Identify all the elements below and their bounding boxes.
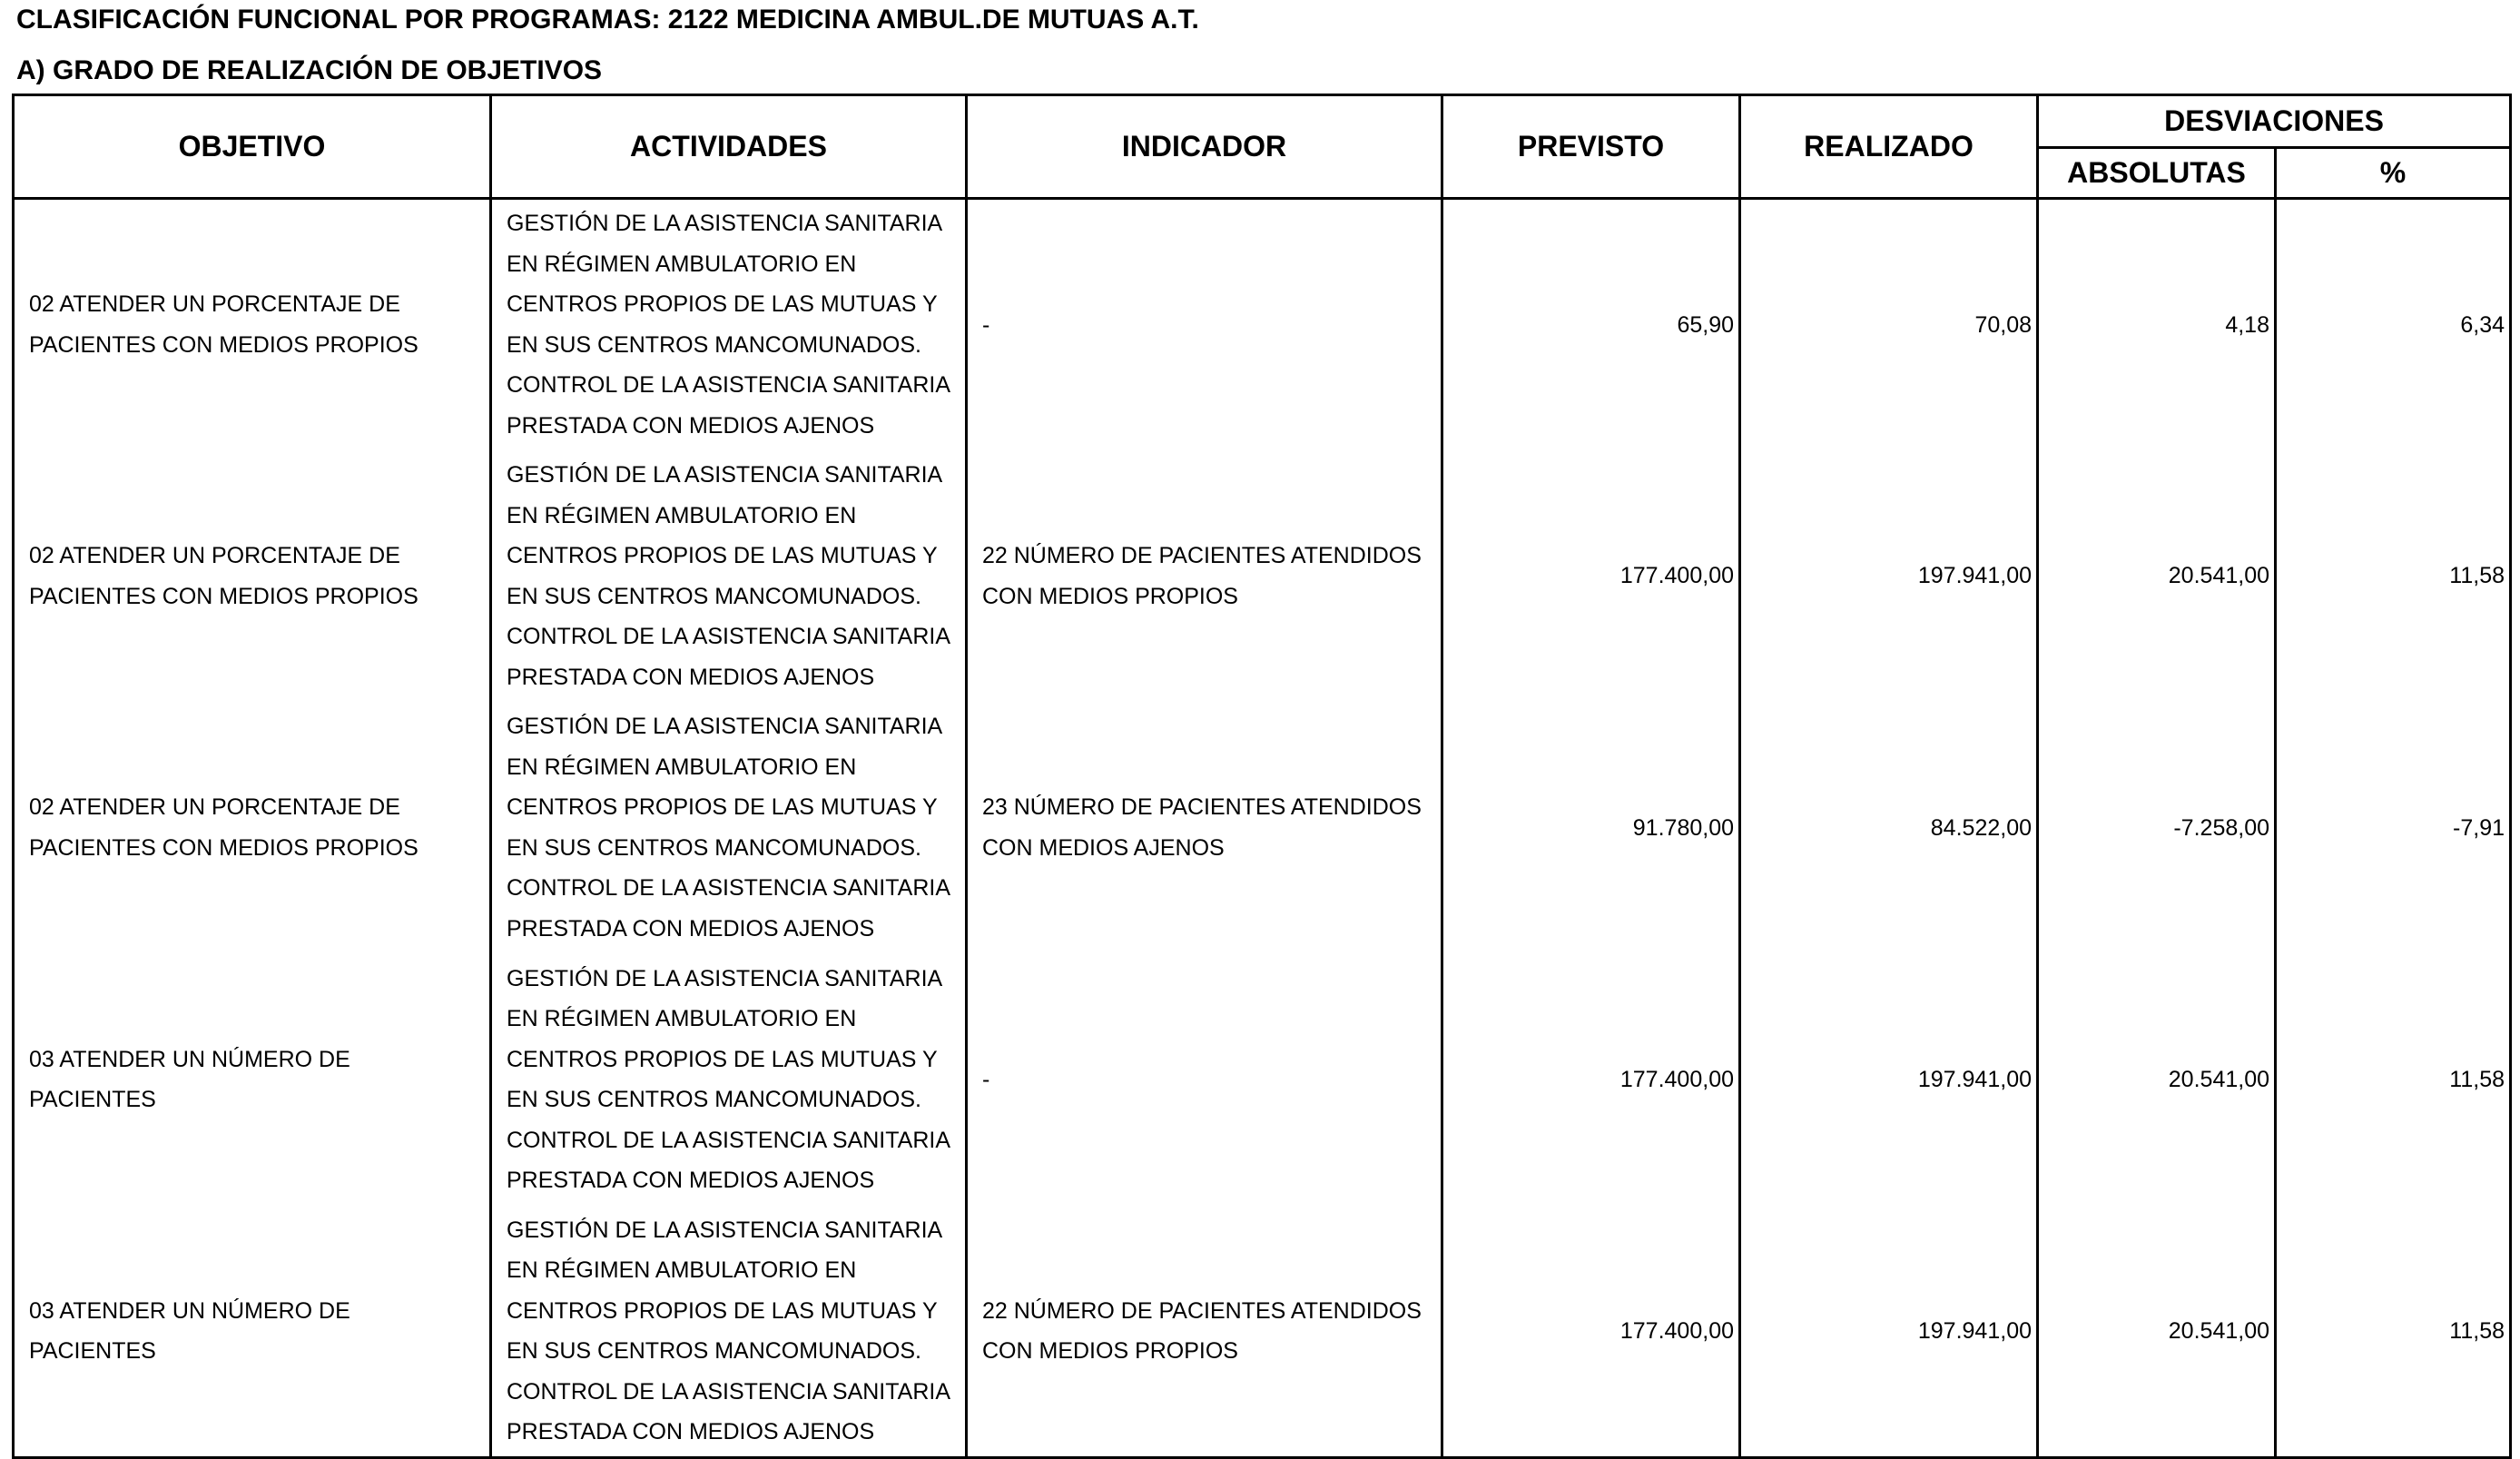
objetivo-cell: 02 ATENDER UN PORCENTAJE DE PACIENTES CON MEDIOS PROPIOS — [14, 199, 491, 450]
pct-cell: 6,34 — [2276, 199, 2511, 450]
indicador-cell: - — [967, 199, 1442, 450]
actividades-cell — [491, 954, 967, 1206]
actividades-line: PRESTADA CON MEDIOS AJENOS — [507, 664, 875, 690]
objetivo-cell: 03 ATENDER UN NÚMERO DE PACIENTES — [14, 954, 491, 1206]
actividades-line: GESTIÓN DE LA ASISTENCIA SANITARIA — [507, 462, 943, 488]
actividades-line: EN RÉGIMEN AMBULATORIO EN — [507, 502, 857, 528]
actividades-line: GESTIÓN DE LA ASISTENCIA SANITARIA — [507, 1217, 943, 1243]
actividades-line: CENTROS PROPIOS DE LAS MUTUAS Y — [507, 543, 938, 569]
absolutas-cell: 20.541,00 — [2038, 954, 2276, 1206]
previsto-cell: 91.780,00 — [1442, 702, 1740, 953]
actividades-line: EN SUS CENTROS MANCOMUNADOS. — [507, 1338, 921, 1365]
actividades-line: CENTROS PROPIOS DE LAS MUTUAS Y — [507, 1297, 938, 1324]
absolutas-cell: -7.258,00 — [2038, 702, 2276, 953]
actividades-line: CONTROL DE LA ASISTENCIA SANITARIA — [507, 624, 951, 650]
actividades-line: EN SUS CENTROS MANCOMUNADOS. — [507, 834, 921, 861]
absolutas-cell: 4,18 — [2038, 199, 2276, 450]
previsto-cell: 177.400,00 — [1442, 450, 1740, 702]
section-title: A) GRADO DE REALIZACIÓN DE OBJETIVOS — [16, 55, 603, 85]
previsto-cell: 177.400,00 — [1442, 954, 1740, 1206]
actividades-line: PRESTADA CON MEDIOS AJENOS — [507, 1419, 875, 1445]
objectives-table — [12, 94, 2512, 1459]
actividades-line: CENTROS PROPIOS DE LAS MUTUAS Y — [507, 794, 938, 821]
col-header-pct: % — [2276, 148, 2511, 199]
col-header-indicador: INDICADOR — [967, 95, 1442, 199]
actividades-line: PRESTADA CON MEDIOS AJENOS — [507, 412, 875, 439]
previsto-cell: 65,90 — [1442, 199, 1740, 450]
actividades-line: EN RÉGIMEN AMBULATORIO EN — [507, 1257, 857, 1284]
actividades-cell — [491, 450, 967, 702]
realizado-cell: 197.941,00 — [1740, 954, 2038, 1206]
col-header-objetivo: OBJETIVO — [14, 95, 491, 199]
pct-cell: 11,58 — [2276, 954, 2511, 1206]
actividades-line: EN RÉGIMEN AMBULATORIO EN — [507, 251, 857, 277]
pct-cell: 11,58 — [2276, 450, 2511, 702]
actividades-line: EN SUS CENTROS MANCOMUNADOS. — [507, 331, 921, 358]
objetivo-cell: 03 ATENDER UN NÚMERO DE PACIENTES — [14, 1206, 491, 1457]
indicador-cell: 22 NÚMERO DE PACIENTES ATENDIDOS CON MEDIOS PROPIOS — [967, 1206, 1442, 1457]
objetivo-cell: 02 ATENDER UN PORCENTAJE DE PACIENTES CON MEDIOS PROPIOS — [14, 702, 491, 953]
previsto-cell: 177.400,00 — [1442, 1206, 1740, 1457]
col-header-realizado: REALIZADO — [1740, 95, 2038, 199]
table-row — [14, 702, 2511, 953]
table-row — [14, 450, 2511, 702]
col-header-actividades: ACTIVIDADES — [491, 95, 967, 199]
actividades-line: CONTROL DE LA ASISTENCIA SANITARIA — [507, 372, 951, 399]
pct-cell: -7,91 — [2276, 702, 2511, 953]
page-title: CLASIFICACIÓN FUNCIONAL POR PROGRAMAS: 2122 MEDICINA AMBUL.DE MUTUAS A.T. — [16, 5, 1199, 35]
actividades-line: CONTROL DE LA ASISTENCIA SANITARIA — [507, 1378, 951, 1405]
actividades-line: GESTIÓN DE LA ASISTENCIA SANITARIA — [507, 714, 943, 740]
col-header-absolutas: ABSOLUTAS — [2038, 148, 2276, 199]
actividades-line: EN RÉGIMEN AMBULATORIO EN — [507, 1006, 857, 1032]
actividades-line: GESTIÓN DE LA ASISTENCIA SANITARIA — [507, 211, 943, 237]
actividades-line: CENTROS PROPIOS DE LAS MUTUAS Y — [507, 1046, 938, 1072]
actividades-line: CONTROL DE LA ASISTENCIA SANITARIA — [507, 1127, 951, 1153]
realizado-cell: 197.941,00 — [1740, 450, 2038, 702]
actividades-line: GESTIÓN DE LA ASISTENCIA SANITARIA — [507, 965, 943, 991]
col-header-desviaciones: DESVIACIONES — [2038, 95, 2511, 148]
actividades-cell — [491, 199, 967, 450]
col-header-previsto: PREVISTO — [1442, 95, 1740, 199]
actividades-line: EN SUS CENTROS MANCOMUNADOS. — [507, 583, 921, 609]
table-row — [14, 199, 2511, 450]
actividades-line: PRESTADA CON MEDIOS AJENOS — [507, 915, 875, 941]
actividades-cell — [491, 702, 967, 953]
pct-cell: 11,58 — [2276, 1206, 2511, 1457]
actividades-line: CONTROL DE LA ASISTENCIA SANITARIA — [507, 875, 951, 902]
actividades-cell — [491, 1206, 967, 1457]
absolutas-cell: 20.541,00 — [2038, 450, 2276, 702]
realizado-cell: 70,08 — [1740, 199, 2038, 450]
objetivo-cell: 02 ATENDER UN PORCENTAJE DE PACIENTES CON MEDIOS PROPIOS — [14, 450, 491, 702]
actividades-line: CENTROS PROPIOS DE LAS MUTUAS Y — [507, 291, 938, 318]
actividades-line: PRESTADA CON MEDIOS AJENOS — [507, 1168, 875, 1194]
actividades-line: EN RÉGIMEN AMBULATORIO EN — [507, 754, 857, 780]
absolutas-cell: 20.541,00 — [2038, 1206, 2276, 1457]
actividades-line: EN SUS CENTROS MANCOMUNADOS. — [507, 1087, 921, 1113]
indicador-cell: 22 NÚMERO DE PACIENTES ATENDIDOS CON MEDIOS PROPIOS — [967, 450, 1442, 702]
table-row — [14, 954, 2511, 1206]
indicador-cell: - — [967, 954, 1442, 1206]
realizado-cell: 197.941,00 — [1740, 1206, 2038, 1457]
table-row — [14, 1206, 2511, 1457]
indicador-cell: 23 NÚMERO DE PACIENTES ATENDIDOS CON MEDIOS AJENOS — [967, 702, 1442, 953]
realizado-cell: 84.522,00 — [1740, 702, 2038, 953]
